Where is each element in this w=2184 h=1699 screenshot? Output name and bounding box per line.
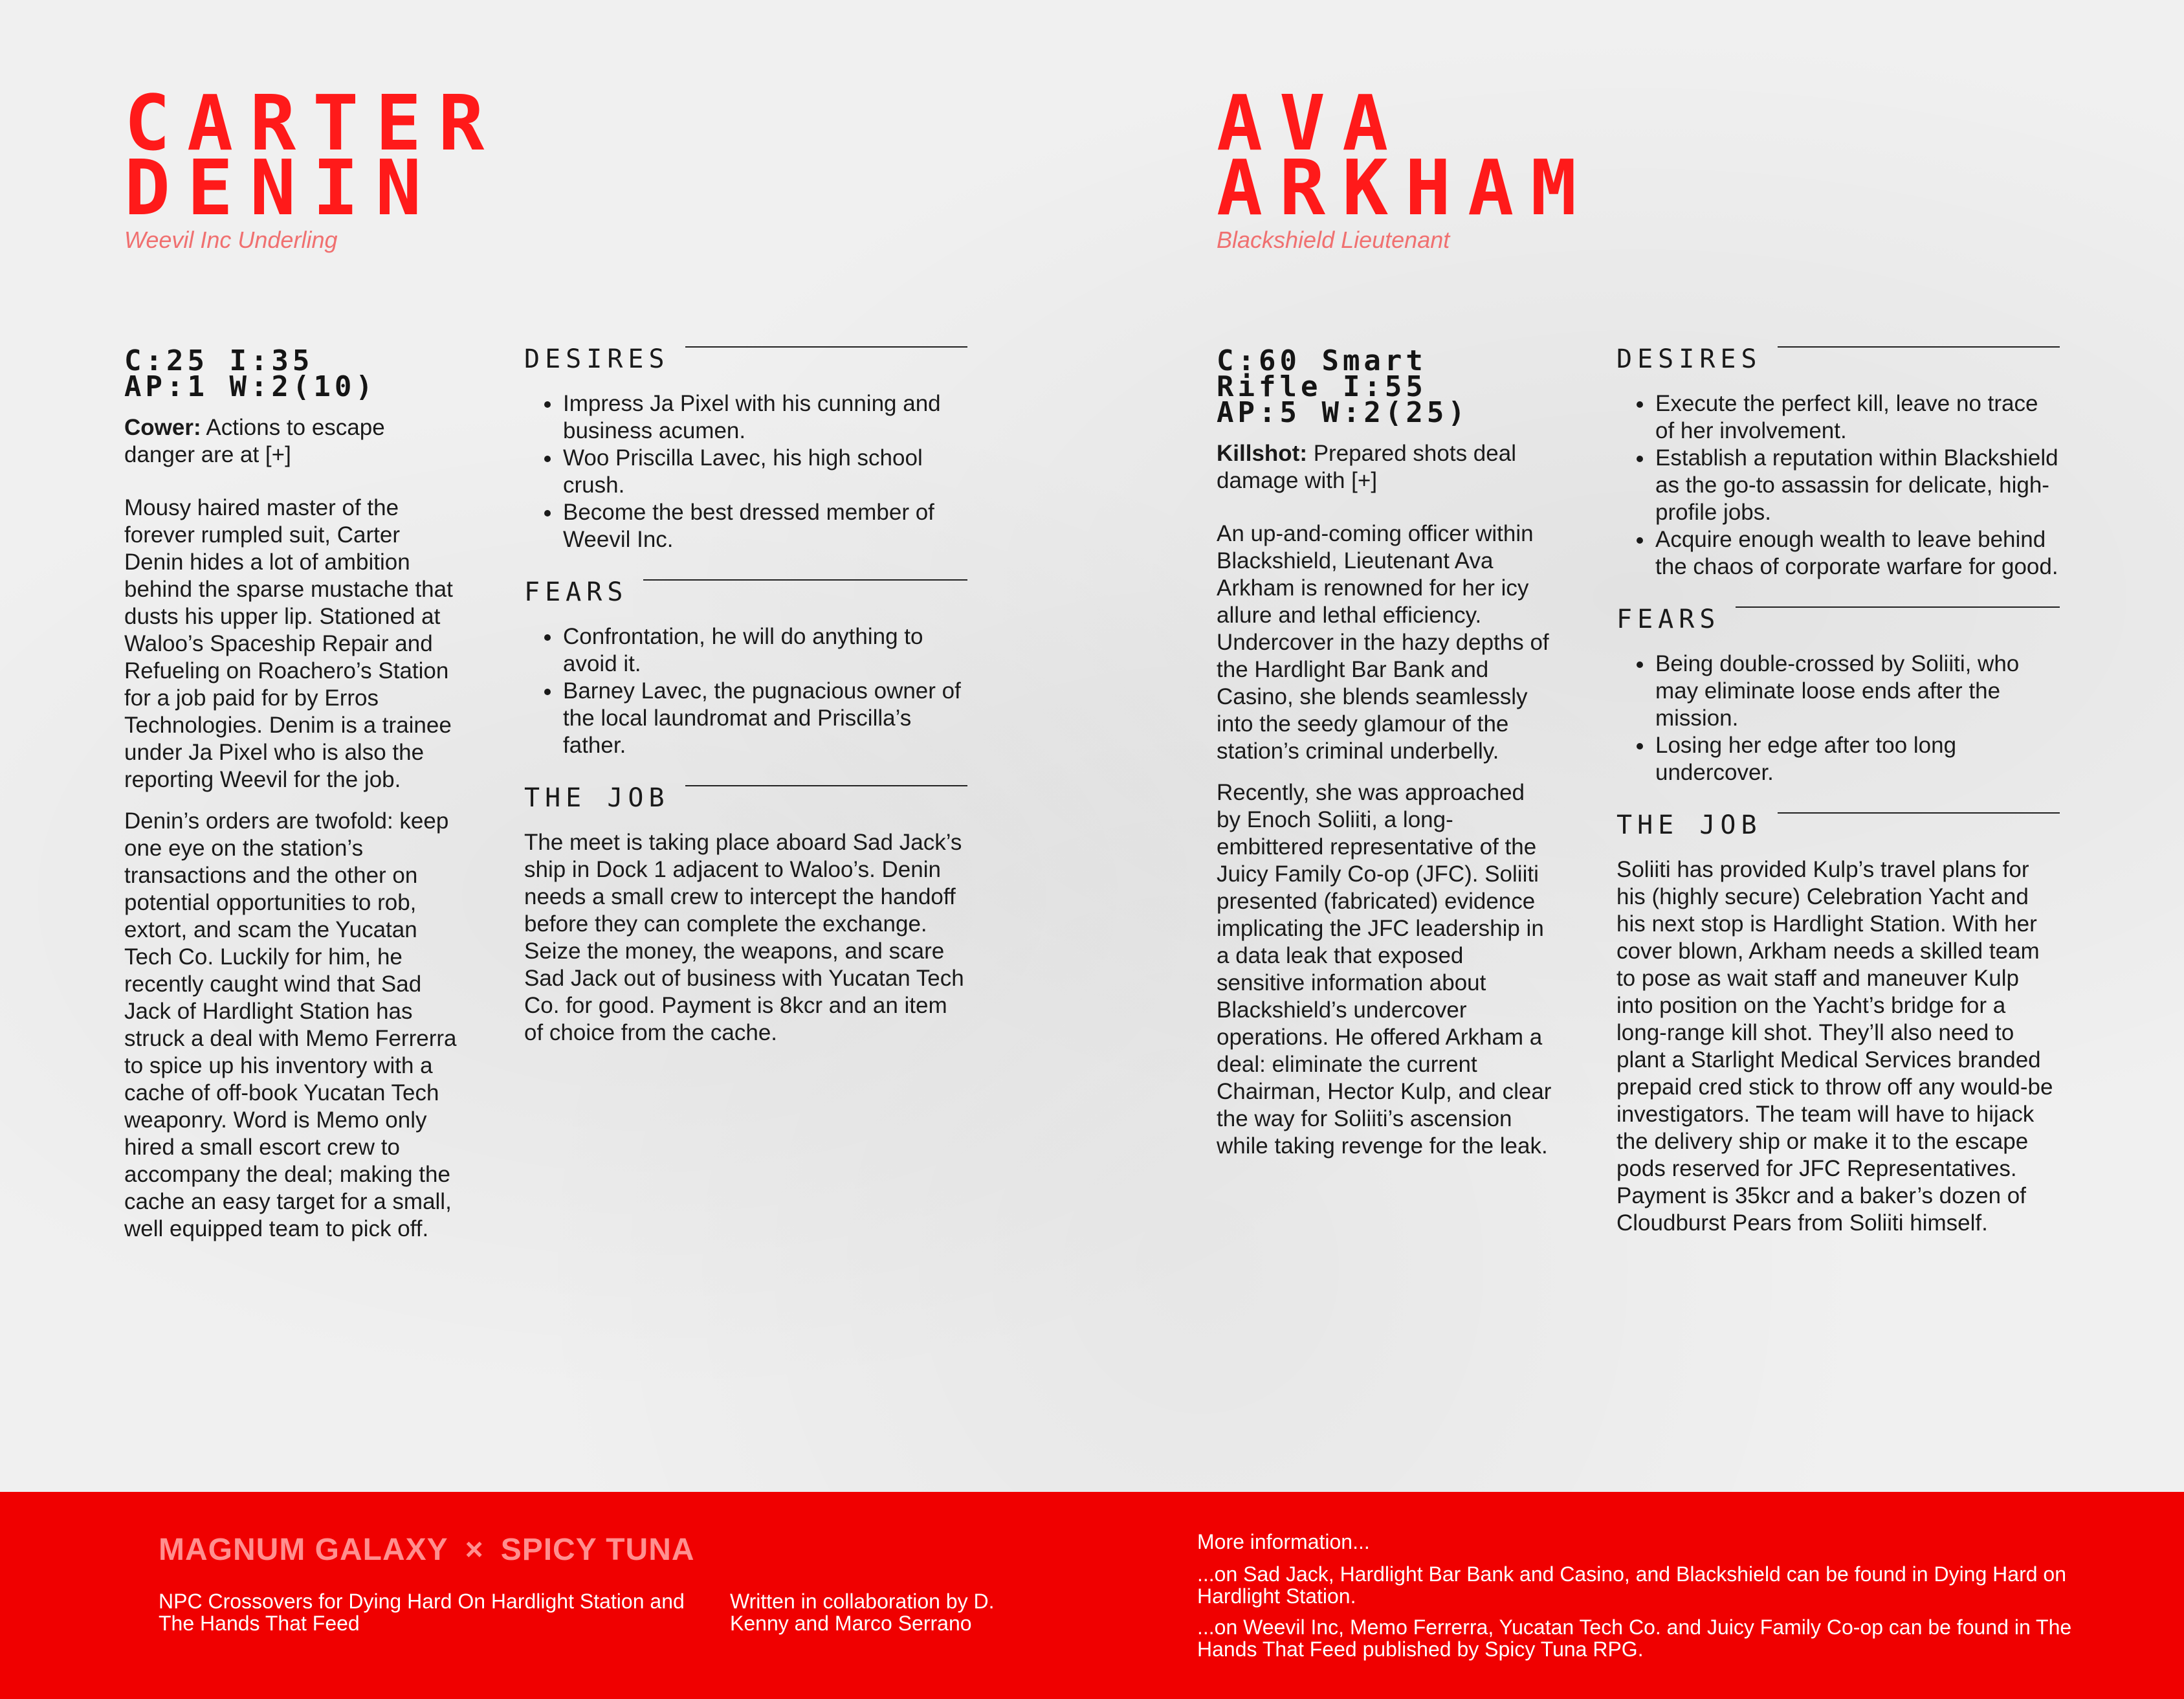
ava-desires-heading: DESIRES — [1616, 344, 1762, 374]
list-item: • Impress Ja Pixel with his cunning and business acumen. — [562, 390, 967, 445]
carter-stats-line1: C:25 I:35 — [124, 344, 314, 377]
list-item: • Execute the perfect kill, leave no trace of her involvement. — [1654, 390, 2060, 445]
brand-magnum-galaxy: MAGNUM GALAXY — [159, 1533, 448, 1567]
brand-spicy-tuna: SPICY TUNA — [500, 1533, 695, 1567]
section-divider — [1778, 346, 2060, 348]
carter-fears-list — [524, 623, 967, 759]
carter-ability — [124, 414, 461, 469]
ava-stats-line3: AP:5 W:2(25) — [1217, 396, 1469, 429]
list-item: • Being double-crossed by Soliiti, who may eliminate loose ends after the mission. — [1654, 650, 2060, 732]
ava-ability-name: Killshot: — [1217, 441, 1307, 466]
footer-banner — [0, 1492, 2184, 1699]
ava-job-text: Soliiti has provided Kulp’s travel plans for his (highly secure) Celebration Yacht and his next stop is Hardlight Station. With her cover blown, Arkham needs a skilled team to pose as wait staff and maneuver Kulp into position on the Yacht’s bridge for a long-range kill shot. They’ll also need to plant a Starlight Medical Services branded prepaid cred stick to throw off any would-be investigators. The team will have to hijack the delivery ship or make it to the escape pods reserved for JFC Representatives. Payment is 35kcr and a baker’s dozen of Cloudburst Pears from Soliiti himself. — [1616, 857, 2053, 1236]
section-divider — [1778, 812, 2060, 814]
footer-brand — [159, 1532, 695, 1568]
ava-desires-list — [1616, 390, 2060, 581]
carter-stats — [124, 344, 461, 403]
carter-name-line2: DENIN — [124, 143, 439, 232]
carter-desires-list — [524, 390, 967, 553]
brand-separator: × — [465, 1533, 484, 1567]
carter-profile-column — [124, 344, 461, 1257]
section-divider — [685, 346, 967, 348]
carter-fears-header — [524, 579, 967, 605]
ava-name — [1217, 78, 1594, 232]
carter-stats-line2: AP:1 W:2(10) — [124, 370, 377, 403]
ava-details-column — [1616, 346, 2060, 1251]
footer-more-info-2: ...on Weevil Inc, Memo Ferrerra, Yucatan Tech Co. and Juicy Family Co-op can be found in The Hands That Feed published by Spicy Tuna RPG. — [1197, 1616, 2072, 1661]
ava-name-line2: ARKHAM — [1217, 143, 1594, 232]
section-divider — [1736, 606, 2060, 608]
carter-job-header — [524, 785, 967, 811]
carter-name-line1: CARTER — [124, 78, 502, 168]
footer-more-info-1: ...on Sad Jack, Hardlight Bar Bank and Casino, and Blackshield can be found in Dying Hard on Hardlight Station. — [1197, 1562, 2067, 1608]
ava-fears-header — [1616, 606, 2060, 632]
section-divider — [685, 785, 967, 786]
carter-bio-paragraph-2: Denin’s orders are twofold: keep one eye on the station’s transactions and the other on potential opportunities to rob, extort, and scam the Yucatan Tech Co. Luckily for him, he recently caught wind that Sad Jack of Hardlight Station has struck a deal with Memo Ferrerra to spice up his inventory with a cache of off-book Yucatan Tech weaponry. Word is Memo only hired a small escort crew to accompany the deal; making the cache an easy target for a small, well equipped team to pick off. — [124, 808, 457, 1241]
ava-fears-heading: FEARS — [1616, 605, 1721, 634]
carter-ability-text: Actions to escape danger are at [+] — [124, 415, 385, 467]
carter-subtitle: Weevil Inc Underling — [124, 227, 338, 253]
ava-subtitle: Blackshield Lieutenant — [1217, 227, 1450, 253]
list-item: • Losing her edge after too long undercover. — [1654, 732, 2060, 786]
ava-bio-paragraph-2: Recently, she was approached by Enoch Soliiti, a long-embittered representative of the Juicy Family Co-op (JFC). Soliiti presented (fabricated) evidence implicating the JFC leadership in a data leak that exposed sensitive information about Blackshield’s undercover operations. He offered Arkham a deal: eliminate the current Chairman, Hector Kulp, and clear the way for Soliiti’s ascension while taking revenge for the leak. — [1217, 780, 1552, 1159]
ava-ability-text: Prepared shots deal damage with [+] — [1217, 441, 1516, 493]
ava-stats-line1: C:60 Smart — [1217, 344, 1427, 377]
list-item: • Barney Lavec, the pugnacious owner of the local laundromat and Priscilla’s father. — [562, 678, 967, 759]
carter-job-text: The meet is taking place aboard Sad Jack’s ship in Dock 1 adjacent to Waloo’s. Denin needs a small crew to intercept the handoff before they can complete the exchange. Seize the money, the weapons, and scare Sad Jack out of business with Yucatan Tech Co. for good. Payment is 8kcr and an item of choice from the cache. — [524, 830, 964, 1045]
carter-desires-heading: DESIRES — [524, 344, 670, 374]
ava-desires-header — [1616, 346, 2060, 372]
ava-bio-paragraph-1: An up-and-coming officer within Blackshield, Lieutenant Ava Arkham is renowned for her icy allure and lethal efficiency. Undercover in the hazy depths of the Hardlight Bar Bank and Casino, she blends seamlessly into the seedy glamour of the station’s criminal underbelly. — [1217, 521, 1549, 764]
carter-fears-heading: FEARS — [524, 577, 628, 607]
ava-job-heading: THE JOB — [1616, 810, 1762, 840]
ava-name-line1: AVA — [1217, 78, 1406, 168]
carter-ability-name: Cower: — [124, 415, 201, 440]
ava-stats — [1217, 344, 1553, 429]
carter-job-heading: THE JOB — [524, 783, 670, 813]
footer-more-info-heading: More information... — [1197, 1530, 1370, 1553]
section-divider — [643, 579, 967, 581]
carter-name — [124, 78, 502, 232]
ava-fears-list — [1616, 650, 2060, 786]
ava-profile-column — [1217, 344, 1553, 1174]
list-item: • Become the best dressed member of Weevil Inc. — [562, 499, 967, 553]
footer-crossover-text: NPC Crossovers for Dying Hard On Hardlight Station and The Hands That Feed — [159, 1590, 685, 1635]
footer-credits: Written in collaboration by D. Kenny and Marco Serrano — [730, 1590, 995, 1635]
ava-ability — [1217, 440, 1553, 494]
ava-job-header — [1616, 812, 2060, 838]
carter-desires-header — [524, 346, 967, 372]
list-item: • Confrontation, he will do anything to avoid it. — [562, 623, 967, 678]
ava-stats-line2: Rifle I:55 — [1217, 370, 1427, 403]
carter-details-column — [524, 346, 967, 1061]
carter-bio-paragraph-1: Mousy haired master of the forever rumpled suit, Carter Denin hides a lot of ambition behind the sparse mustache that dusts his upper lip. Stationed at Waloo’s Spaceship Repair and Refueling on Roachero’s Station for a job paid for by Erros Technologies. Denim is a trainee under Ja Pixel who is also the reporting Weevil for the job. — [124, 495, 453, 792]
list-item: • Establish a reputation within Blackshield as the go-to assassin for delicate, high-profile jobs. — [1654, 445, 2060, 526]
list-item: • Acquire enough wealth to leave behind the chaos of corporate warfare for good. — [1654, 526, 2060, 581]
list-item: • Woo Priscilla Lavec, his high school crush. — [562, 445, 967, 499]
